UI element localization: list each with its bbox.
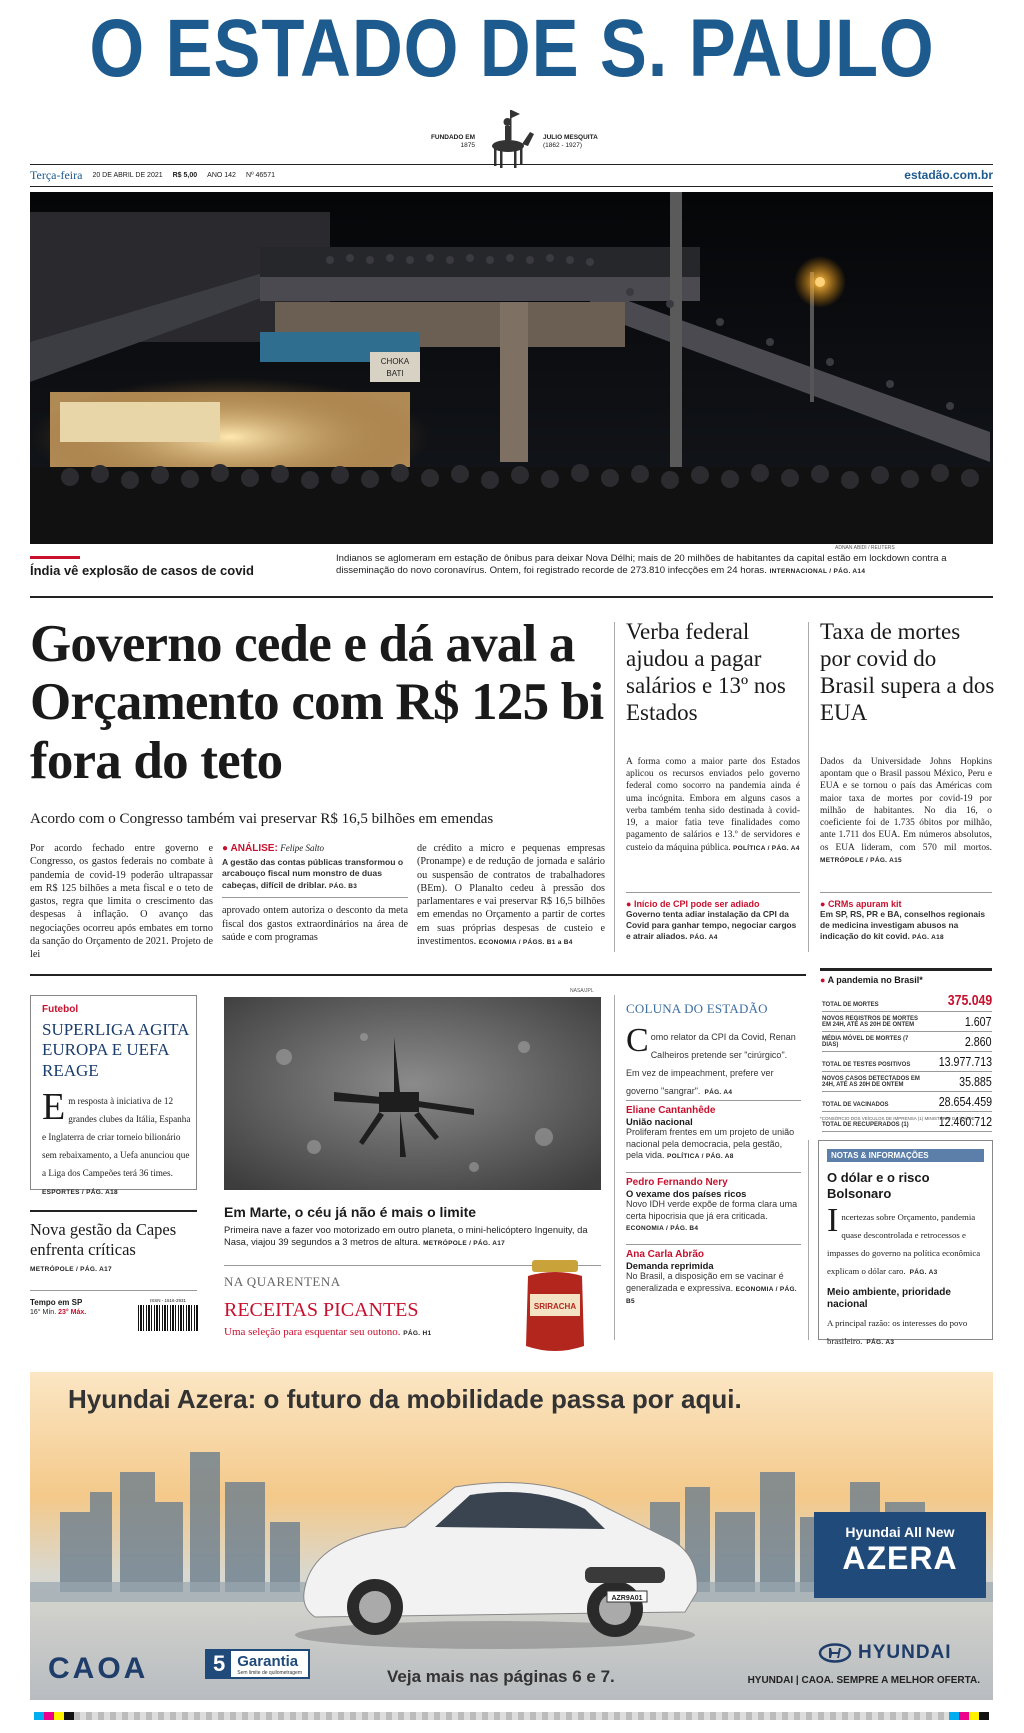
- photo-kicker[interactable]: Índia vê explosão de casos de covid: [30, 563, 254, 578]
- pandemic-stat-value: 1.607: [965, 1014, 992, 1029]
- weather-box: [30, 1298, 130, 1316]
- vrule-3: [614, 995, 615, 1340]
- ad-plate: AZR9A01: [611, 1595, 643, 1602]
- capes-headline[interactable]: Nova gestão da Capes enfrenta críticas: [30, 1220, 177, 1259]
- warranty-label: Garantia: [237, 1652, 299, 1670]
- sriracha-jar-image: [520, 1258, 590, 1358]
- columnist-rule: [626, 1172, 801, 1173]
- weather-label: Tempo em SP: [30, 1298, 83, 1307]
- hyundai-emblem-icon: [818, 1643, 852, 1663]
- verba-brief-ref: PÁG. A4: [689, 934, 718, 942]
- notas-body: ncertezas sobre Orçamento, pandemia quase descontrolada e retrocessos e impasses do governo na política econômica explicam o dólar caro.: [827, 1212, 981, 1277]
- section-rule-1: [30, 596, 993, 598]
- shop-sign-a: CHOKA: [380, 357, 410, 366]
- verba-brief-body: Governo tenta adiar instalação da CPI da Covid para ganhar tempo, negociar cargos e atrair aliados.: [626, 909, 797, 942]
- weather-rule: [30, 1290, 197, 1291]
- founder-name: JULIO MESQUITA: [543, 134, 598, 141]
- warranty-years: 5: [207, 1651, 231, 1677]
- verba-ref: POLÍTICA / PÁG. A4: [733, 844, 800, 852]
- quarentena-label: NA QUARENTENA: [224, 1274, 341, 1289]
- dateline-date: 20 DE ABRIL DE 2021: [92, 171, 163, 179]
- columnist-item[interactable]: [626, 1100, 801, 1162]
- pandemic-stat-label: MÉDIA MÓVEL DE MORTES (7 DIAS): [822, 1035, 909, 1049]
- futebol-dropcap: E: [42, 1086, 66, 1128]
- pandemic-stat-label: NOVOS CASOS DETECTADOS EM 24H, ATÉ AS 20H DE ONTEM: [822, 1075, 920, 1089]
- quarentena-sub-text: Uma seleção para esquentar seu outono.: [224, 1326, 401, 1338]
- founder-block: [543, 134, 633, 151]
- lead-col3-text: de crédito a micro e pequenas empresas (Pronampe) e de redução de jornada e salário ou suspensão de contratos de trabalhadores (BEm). O Planalto cedeu à pressão dos parlamentares e vai preservar R$ 16,5 bilhões em emendas no Orçamento a partir de cortes em suas próprias despesas de custeio e investimentos.: [417, 843, 605, 947]
- columnist-ref: ECONOMIA / PÁG. B5: [626, 1285, 797, 1305]
- sriracha-label: SRIRACHA: [533, 1302, 577, 1311]
- ad-box-model: AZERA: [842, 1540, 958, 1576]
- columnist-body: Novo IDH verde expõe de forma clara uma certa hipocrisia que já era criticada.: [626, 1199, 798, 1221]
- masthead-rule: [30, 164, 993, 165]
- photo-caption-ref: INTERNACIONAL / PÁG. A14: [769, 568, 866, 576]
- dateline-edition: Nº 46571: [245, 171, 275, 179]
- pandemic-stat-row: [822, 1012, 992, 1032]
- pandemic-stat-label: TOTAL DE VACINADOS: [822, 1102, 889, 1109]
- futebol-body-text: m resposta à iniciativa de 12 grandes clubes da Itália, Espanha e Inglaterra de criar torneio bilionário sem rebaixamento, a Uefa anunciou que a Liga dos Campeões terá 36 times.: [42, 1096, 191, 1178]
- taxa-rule: [820, 892, 992, 893]
- quarentena-headline[interactable]: RECEITAS PICANTES: [224, 1299, 419, 1321]
- taxa-headline[interactable]: Taxa de mortes por covid do Brasil supera a dos EUA: [820, 619, 995, 726]
- vrule-4: [808, 1140, 809, 1340]
- photo-caption: [336, 553, 993, 578]
- pandemic-stat-label: TOTAL DE MORTES: [822, 1002, 879, 1009]
- verba-body: [626, 756, 800, 854]
- coluna-dropcap: C: [626, 1022, 649, 1059]
- notas-headline2: Meio ambiente, prioridade nacional: [827, 1287, 951, 1311]
- quarentena-sub: [224, 1326, 524, 1338]
- analysis-rule: [222, 897, 408, 898]
- taxa-body-text: Dados da Universidade Johns Hopkins apontam que o Brasil passou México, Peru e EUA e se tornou o país das Américas com maior taxa de mortes por covid-19 por milhão de habitantes. No dia 16, o coeficiente foi de 1.735 óbitos por milhão, ante 1.711 dos EUA. Em números absolutos, os EUA lideram, com 570 mil mortos.: [820, 757, 992, 853]
- founded-block: [395, 134, 475, 151]
- lead-col1: Por acordo fechado entre governo e Congresso, os gastos federais no combate à pandemia de covid-19 poderão ultrapassar em R$ 125 bilhões a meta fiscal e o teto de gastos, regra que limita o crescimento das despesas à inflação. O avanço das negociações ocorreu após embates em torno da sanção do Orçamento de 2021. Projeto de lei: [30, 843, 213, 960]
- site-link[interactable]: estadão.com.br: [904, 168, 993, 182]
- coluna-block[interactable]: [626, 1001, 801, 1099]
- futebol-headline: SUPERLIGA AGITA EUROPA E UEFA REAGE: [42, 1020, 189, 1080]
- lead-headline[interactable]: Governo cede e dá aval a Orçamento com R$ 125 bi fora do teto: [30, 615, 604, 790]
- notas-dropcap: I: [827, 1202, 839, 1240]
- warranty-sub: Sem limite de quilometragem: [237, 1669, 302, 1676]
- pandemic-stat-value: 35.885: [959, 1074, 992, 1089]
- columnist-author: Eliane Cantanhêde: [626, 1105, 716, 1116]
- founder-years: (1862 - 1927): [543, 142, 583, 150]
- columnist-rule: [626, 1244, 801, 1245]
- pandemic-footnote: *CONSÓRCIO DOS VEÍCULOS DE IMPRENSA (1) MINISTÉRIO DA SAÚDE: [820, 1116, 975, 1121]
- kicker-accent: [30, 556, 80, 559]
- columnist-body: Proliferam frentes em um projeto de união nacional pela democracia, pela gestão, pela vida.: [626, 1127, 795, 1161]
- coluna-title: COLUNA DO ESTADÃO: [626, 1001, 768, 1016]
- hyundai-brand: HYUNDAI: [858, 1642, 952, 1663]
- pandemic-stat-value: 28.654.459: [938, 1094, 992, 1109]
- verba-brief-head: Início de CPI pode ser adiado: [633, 899, 760, 909]
- pandemic-bullet-icon: ●: [820, 975, 828, 985]
- coluna-ref: PÁG. A4: [704, 1089, 733, 1096]
- pandemic-stat-label: TOTAL DE TESTES POSITIVOS: [822, 1062, 911, 1069]
- mars-body: [224, 1224, 601, 1249]
- futebol-label: Futebol: [42, 1004, 79, 1015]
- taxa-brief-bullet-icon: ●: [820, 899, 828, 909]
- columnists-list: [626, 1100, 801, 1316]
- verba-rule: [626, 892, 800, 893]
- pandemic-stat-row: [822, 1052, 992, 1072]
- pandemic-stat-row: [822, 990, 992, 1012]
- hyundai-logo: [818, 1642, 952, 1664]
- founded-label: FUNDADO EM: [430, 134, 475, 141]
- verba-brief-bullet-icon: ●: [626, 899, 634, 909]
- pandemic-title-text: A pandemia no Brasil*: [827, 975, 923, 985]
- columnist-title: União nacional: [626, 1116, 693, 1127]
- dateline-rule: [30, 186, 993, 187]
- columnist-title: O vexame dos países ricos: [626, 1188, 747, 1200]
- section-rule-2: [30, 974, 806, 976]
- verba-body-text: A forma como a maior parte dos Estados aplicou os recursos enviados pelo governo federal como socorro na pandemia ainda é uma incógnita. Embora em alguns casos a verba também tenha sido destinada à covid-19, a maior fatia teve finalidades como pagamento de salários e 13.º de servidores e custeio da máquina pública.: [626, 757, 800, 853]
- taxa-brief-ref: PÁG. A18: [912, 934, 944, 942]
- analysis-box[interactable]: [222, 842, 408, 944]
- pandemic-stat-label: NOVOS REGISTROS DE MORTES EM 24H, ATÉ AS 20H DE ONTEM: [822, 1015, 919, 1029]
- notas-ref2: PÁG. A3: [866, 1339, 895, 1347]
- capes-rule: [30, 1210, 197, 1212]
- founded-year: 1875: [460, 142, 475, 150]
- columnist-item[interactable]: [626, 1172, 801, 1234]
- caoa-logo: CAOA: [48, 1652, 149, 1685]
- ad-see-more: Veja mais nas páginas 6 e 7.: [387, 1667, 615, 1686]
- pandemic-stat-label: TOTAL DE RECUPERADOS (1): [822, 1122, 909, 1129]
- analysis-author: Felipe Salto: [280, 843, 325, 853]
- mars-body-text: Primeira nave a fazer voo motorizado em outro planeta, o mini-helicóptero Ingenuity, da Nasa, viajou 39 segundos a 3 metros de altura.: [224, 1224, 588, 1248]
- capes-ref: METRÓPOLE / PÁG. A17: [30, 1266, 112, 1273]
- columnist-ref: ECONOMIA / PÁG. B4: [626, 1225, 699, 1233]
- futebol-body: [42, 1086, 192, 1199]
- mars-credit: NASA/JPL: [570, 988, 594, 994]
- columnist-author: Pedro Fernando Nery: [626, 1177, 728, 1189]
- taxa-ref: METRÓPOLE / PÁG. A15: [820, 856, 902, 864]
- columnist-body: No Brasil, a disposição em se vacinar é generalizada e expressiva.: [626, 1271, 784, 1293]
- horse-rider-logo-icon: [480, 106, 536, 170]
- mars-ref: METRÓPOLE / PÁG. A17: [423, 1240, 506, 1248]
- dateline-price: R$ 5,00: [172, 171, 198, 179]
- weather-min: 16° Mín.: [30, 1309, 57, 1316]
- coluna-body: omo relator da CPI da Covid, Renan Calheiros pretende ser "cirúrgico". Em vez de impeachment, prefere ver governo "sangrar".: [626, 1032, 796, 1096]
- lead-col2: aprovado ontem autoriza o desconto da meta fiscal dos gastos extraordinários na área de saúde e com programas: [222, 905, 408, 943]
- analysis-ref: PÁG. B3: [329, 882, 358, 890]
- analysis-label: ANÁLISE:: [230, 843, 278, 854]
- pandemic-stat-value: 12.460.712: [938, 1114, 992, 1129]
- quarentena-ref: PÁG. H1: [403, 1330, 432, 1337]
- taxa-brief-body: Em SP, RS, PR e BA, conselhos regionais de medicina investigam abusos na indicação do kit covid.: [820, 909, 986, 942]
- lead-subhead: Acordo com o Congresso também vai preservar R$ 16,5 bilhões em emendas: [30, 811, 494, 827]
- mars-helicopter-photo[interactable]: [224, 997, 601, 1190]
- photo-caption-text: Indianos se aglomeram em estação de ônibus para deixar Nova Délhi; mais de 20 milhões de habitantes da capital estão em lockdown contra a disseminação do novo coronavírus. Ontem, foi registrado recorde de 273.810 infecções em 24 horas.: [336, 553, 947, 577]
- verba-headline[interactable]: Verba federal ajudou a pagar salários e 13º nos Estados: [626, 619, 786, 726]
- mars-headline[interactable]: Em Marte, o céu já não é mais o limite: [224, 1204, 477, 1220]
- ad-model-box: [814, 1512, 986, 1598]
- masthead-title[interactable]: O ESTADO DE S. PAULO: [89, 3, 935, 94]
- pandemic-stat-value: 375.049: [947, 992, 992, 1009]
- warranty-badge: [205, 1649, 310, 1679]
- futebol-box[interactable]: [30, 995, 197, 1196]
- notas-box[interactable]: [818, 1140, 993, 1347]
- barcode-bars: [138, 1305, 198, 1331]
- pandemic-stat-value: 13.977.713: [938, 1054, 992, 1069]
- weather-max: 23° Máx.: [58, 1309, 87, 1316]
- notas-label: NOTAS & INFORMAÇÕES: [827, 1149, 984, 1162]
- ad-slogan: HYUNDAI | CAOA. SEMPRE A MELHOR OFERTA.: [747, 1675, 980, 1686]
- pandemic-stats-table: [822, 990, 992, 1132]
- shop-sign-b: BATI: [386, 369, 404, 378]
- photo-credit: ADNAN ABIDI / REUTERS: [835, 545, 895, 551]
- pandemic-stat-value: 2.860: [965, 1034, 992, 1049]
- ad-tagline: Hyundai Azera: o futuro da mobilidade passa por aqui.: [68, 1384, 742, 1414]
- notas-body2: A principal razão: os interesses do povo brasileiro.: [827, 1318, 968, 1347]
- notas-headline: O dólar e o risco Bolsonaro: [827, 1170, 930, 1201]
- columnist-ref: POLÍTICA / PÁG. A8: [667, 1153, 734, 1161]
- dateline: [30, 166, 993, 184]
- dateline-weekday: Terça-feira: [30, 167, 83, 182]
- notas-ref: PÁG. A3: [909, 1269, 938, 1277]
- analysis-bullet-icon: ●: [222, 843, 229, 854]
- pandemic-title: [820, 975, 992, 985]
- taxa-body: [820, 756, 992, 866]
- columnist-author: Ana Carla Abrão: [626, 1249, 704, 1261]
- barcode: [138, 1298, 198, 1334]
- taxa-brief-head: CRMs apuram kit: [827, 899, 902, 909]
- dateline-year: ANO 142: [207, 171, 236, 179]
- vrule-1: [614, 622, 615, 952]
- hyundai-ad[interactable]: [30, 1372, 993, 1700]
- bus-station-crowd-photo[interactable]: [30, 192, 993, 544]
- lead-col3-ref: ECONOMIA / PÁGS. B1 a B4: [478, 938, 573, 946]
- ad-box-top: Hyundai All New: [845, 1524, 955, 1540]
- barcode-issn: ISSN - 1516-2931: [149, 1298, 187, 1303]
- taxa-brief[interactable]: [820, 899, 992, 943]
- pandemic-stat-row: [822, 1032, 992, 1052]
- pandemic-stat-row: [822, 1072, 992, 1092]
- pandemic-stat-row: [822, 1092, 992, 1112]
- vrule-2: [808, 622, 809, 952]
- pandemic-stat-row: [822, 1112, 992, 1132]
- analysis-text: A gestão das contas públicas transformou o arcabouço fiscal num monstro de duas cabeças, difícil de driblar.: [222, 857, 404, 890]
- futebol-ref: ESPORTES / PÁG. A18: [42, 1189, 118, 1196]
- columnist-item[interactable]: [626, 1244, 801, 1306]
- columnist-title: Demanda reprimida: [626, 1260, 714, 1272]
- verba-brief[interactable]: [626, 899, 800, 943]
- color-registration-strip: [34, 1712, 989, 1720]
- ad-car-image: [285, 1467, 705, 1657]
- columnist-rule: [626, 1100, 801, 1101]
- lead-col3: [417, 842, 605, 948]
- pandemic-top-rule: [820, 968, 992, 971]
